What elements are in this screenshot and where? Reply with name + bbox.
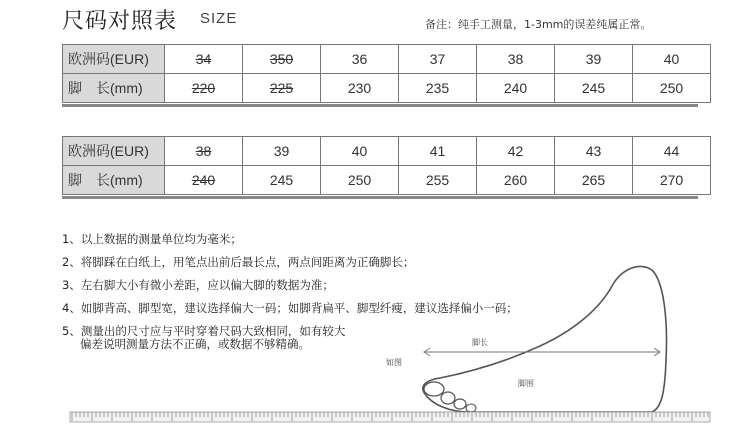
table-cell: 270 (633, 166, 711, 195)
list-item: 1、以上数据的测量单位均为毫米； (62, 232, 242, 246)
table-cell: 37 (399, 45, 477, 74)
list-item: 5、测量出的尺寸应与平时穿着尺码大致相同，如有较大 (62, 324, 346, 338)
table-cell: 250 (633, 74, 711, 103)
table-cell: 44 (633, 137, 711, 166)
table-cell: 43 (555, 137, 633, 166)
table-cell: 255 (399, 166, 477, 195)
list-item: 4、如脚背高、脚型宽，建议选择偏大一码；如脚背扁平、脚型纤瘦，建议选择偏小一码； (62, 301, 518, 315)
page-title: 尺码对照表 (62, 9, 178, 34)
list-item: 3、左右脚大小有微小差距，应以偏大脚的数据为准； (62, 278, 334, 292)
table-cell: 240 (165, 166, 243, 195)
table-cell: 265 (555, 166, 633, 195)
table-cell: 34 (165, 45, 243, 74)
row-header-length: 脚 长(mm) (63, 74, 165, 103)
row-header-eur: 欧洲码(EUR) (63, 137, 165, 166)
as-shown-label: 如图 (386, 358, 402, 367)
row-header-eur: 欧洲码(EUR) (63, 45, 165, 74)
table-cell: 220 (165, 74, 243, 103)
list-item: 2、将脚踩在白纸上，用笔点出前后最长点，两点间距离为正确脚长； (62, 255, 415, 269)
table-cell: 39 (555, 45, 633, 74)
table-cell: 250 (321, 166, 399, 195)
table-cell: 38 (477, 45, 555, 74)
ruler-icon (70, 412, 710, 422)
foot-length-label: 脚长 (472, 338, 488, 347)
table-cell: 245 (555, 74, 633, 103)
table-cell: 225 (243, 74, 321, 103)
table-cell: 38 (165, 137, 243, 166)
table-cell: 350 (243, 45, 321, 74)
table-cell: 245 (243, 166, 321, 195)
table-cell: 36 (321, 45, 399, 74)
foot-outline-icon (423, 267, 667, 412)
measurement-note: 备注：纯手工测量，1-3mm的误差纯属正常。 (425, 18, 652, 31)
table-cell: 40 (633, 45, 711, 74)
row-header-length: 脚 长(mm) (63, 166, 165, 195)
table-cell: 40 (321, 137, 399, 166)
page-subtitle: SIZE (200, 10, 238, 27)
table-cell: 240 (477, 74, 555, 103)
table-cell: 260 (477, 166, 555, 195)
table-cell: 41 (399, 137, 477, 166)
table-cell: 42 (477, 137, 555, 166)
list-item-continuation: 偏差说明测量方法不正确，或数据不够精确。 (80, 337, 310, 351)
foot-circumference-label: 脚围 (518, 379, 534, 388)
table-cell: 235 (399, 74, 477, 103)
table-cell: 39 (243, 137, 321, 166)
table-cell: 230 (321, 74, 399, 103)
